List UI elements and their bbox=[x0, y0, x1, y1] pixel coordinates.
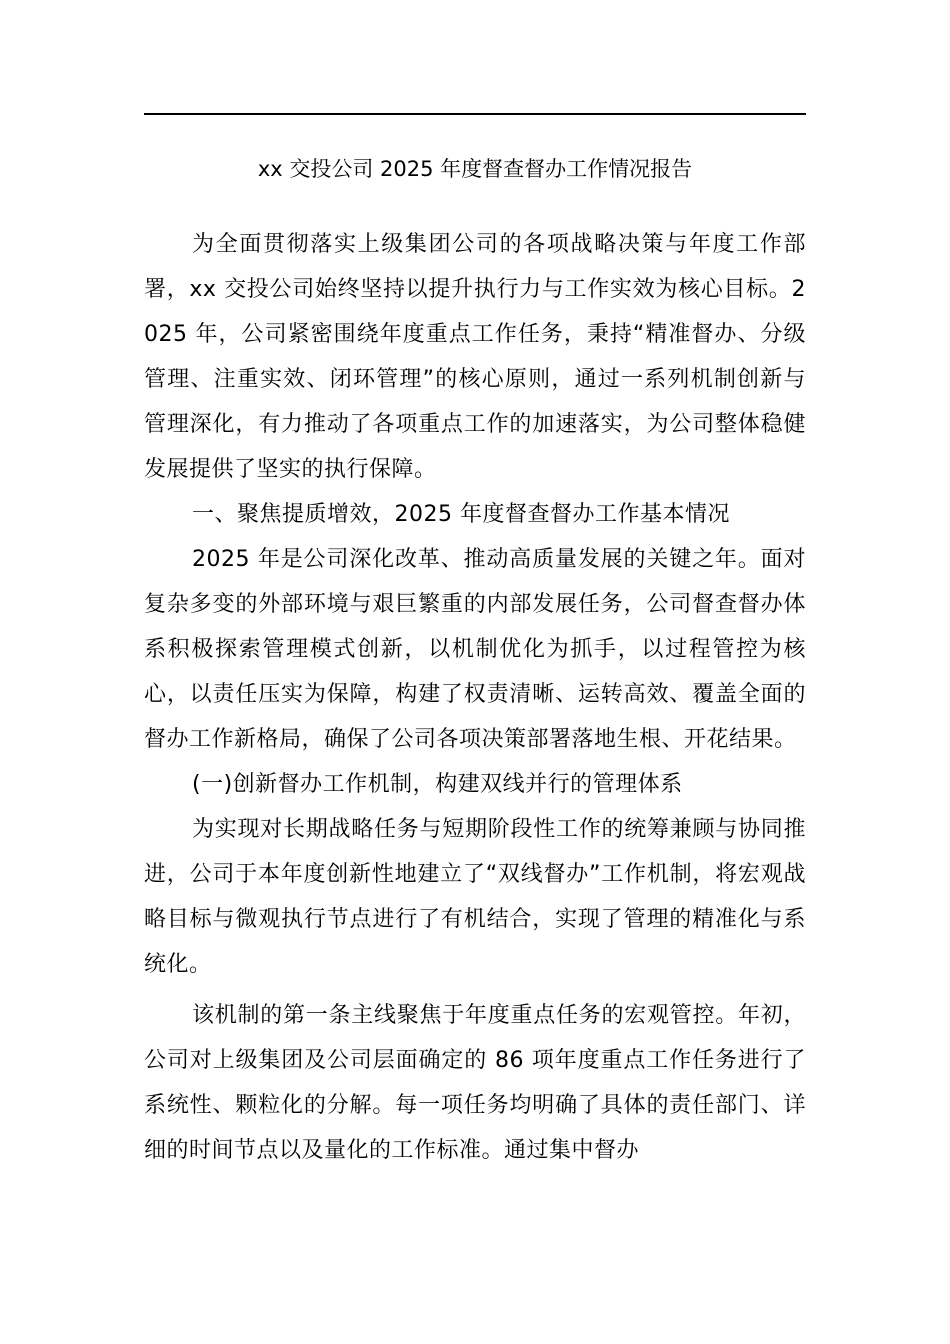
document-body bbox=[144, 222, 806, 1173]
paragraph-dual-track: 为实现对长期战略任务与短期阶段性工作的统筹兼顾与协同推进，公司于本年度创新性地建立了“双线督办”工作机制，将宏观战略目标与微观执行节点进行了有机结合，实现了管理的精准化与系统化。 bbox=[144, 817, 806, 977]
paragraph-intro: 为全面贯彻落实上级集团公司的各项战略决策与年度工作部署，xx 交投公司始终坚持以提升执行力与工作实效为核心目标。2025 年，公司紧密围绕年度重点工作任务，秉持“精准督办、分级管理、注重实效、闭环管理”的核心原则，通过一系列机制创新与管理深化，有力推动了各项重点工作的加速落实，为公司整体稳健发展提供了坚实的执行保障。 bbox=[144, 232, 806, 482]
subsection-heading-1: (一)创新督办工作机制，构建双线并行的管理体系 bbox=[192, 772, 683, 797]
paragraph-overview: 2025 年是公司深化改革、推动高质量发展的关键之年。面对复杂多变的外部环境与艰巨繁重的内部发展任务，公司督查督办体系积极探索管理模式创新，以机制优化为抓手，以过程管控为核心，以责任压实为保障，构建了权责清晰、运转高效、覆盖全面的督办工作新格局，确保了公司各项决策部署落地生根、开花结果。 bbox=[144, 547, 806, 752]
header-divider bbox=[144, 113, 806, 115]
section-heading-1: 一、聚焦提质增效，2025 年度督查督办工作基本情况 bbox=[192, 502, 730, 527]
document-title: xx 交投公司 2025 年度督查督办工作情况报告 bbox=[257, 157, 693, 181]
paragraph-first-track: 该机制的第一条主线聚焦于年度重点任务的宏观管控。年初，公司对上级集团及公司层面确定的 86 项年度重点工作任务进行了系统性、颗粒化的分解。每一项任务均明确了具体的责任部门、详细的时间节点以及量化的工作标准。通过集中督办 bbox=[144, 1003, 806, 1163]
